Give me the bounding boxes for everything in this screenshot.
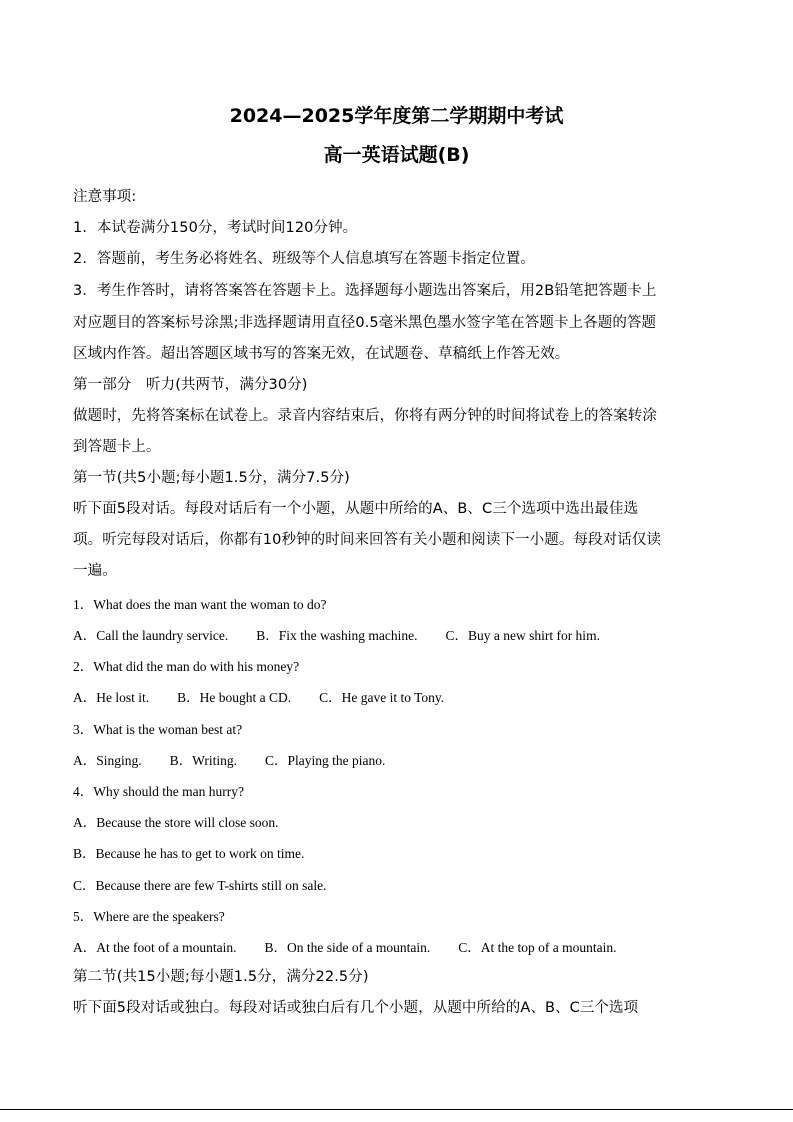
question-5-option-b: B．On the side of a mountain.: [264, 940, 431, 955]
question-1-option-c: C．Buy a new shirt for him.: [445, 628, 600, 643]
exam-subtitle: 高一英语试题(B): [323, 144, 470, 166]
notes-item-3-line-2: 对应题目的答案标号涂黑;非选择题请用直径0.5毫米黑色墨水签字笔在答题卡上各题的答题: [73, 315, 657, 331]
question-5-option-a: A．At the foot of a mountain.: [73, 940, 237, 955]
question-3-option-b: B．Writing.: [169, 753, 237, 768]
question-2-option-b: B．He bought a CD.: [177, 690, 292, 705]
section2-instruction-line-1: 听下面5段对话或独白。每段对话或独白后有几个小题，从题中所给的A、B、C三个选项: [73, 1000, 639, 1016]
notes-item-3-line-1: 3．考生作答时，请将答案答在答题卡上。选择题每小题选出答案后，用2B铅笔把答题卡上: [73, 283, 657, 299]
question-4-option-c: C．Because there are few T-shirts still on sale.: [73, 878, 327, 893]
exam-title: 2024—2025学年度第二学期期中考试: [229, 105, 564, 127]
question-3-option-a: A．Singing.: [73, 753, 142, 768]
part1-instruction-line-1: 做题时，先将答案标在试卷上。录音内容结束后，你将有两分钟的时间将试卷上的答案转涂: [73, 408, 657, 424]
question-5-option-c: C．At the top of a mountain.: [458, 940, 617, 955]
section1-instruction-line-3: 一遍。: [73, 563, 117, 579]
question-1-stem: 1．What does the man want the woman to do?: [73, 597, 327, 612]
notes-heading: 注意事项:: [73, 189, 137, 205]
question-1-option-b: B．Fix the washing machine.: [256, 628, 418, 643]
page-bottom-rule: [0, 1109, 793, 1110]
question-3-option-c: C．Playing the piano.: [264, 753, 386, 768]
question-2-stem: 2．What did the man do with his money?: [73, 659, 300, 674]
section1-instruction-line-1: 听下面5段对话。每段对话后有一个小题，从题中所给的A、B、C三个选项中选出最佳选: [73, 501, 639, 517]
part1-instruction-line-2: 到答题卡上。: [73, 439, 161, 455]
notes-item-3-line-3: 区域内作答。超出答题区域书写的答案无效，在试题卷、草稿纸上作答无效。: [73, 346, 570, 362]
question-2-options: [73, 686, 733, 706]
question-3-stem: 3．What is the woman best at?: [73, 722, 243, 737]
question-4-option-b: B．Because he has to get to work on time.: [73, 846, 305, 861]
question-2-option-a: A．He lost it.: [73, 690, 150, 705]
part1-heading: 第一部分 听力(共两节，满分30分): [73, 377, 308, 393]
question-1-options: [73, 624, 733, 644]
section2-heading: 第二节(共15小题;每小题1.5分，满分22.5分): [73, 969, 369, 985]
question-3-options: [73, 749, 733, 769]
question-2-option-c: C．He gave it to Tony.: [319, 690, 445, 705]
section1-instruction-line-2: 项。听完每段对话后，你都有10秒钟的时间来回答有关小题和阅读下一小题。每段对话仅读: [73, 532, 662, 548]
question-1-option-a: A．Call the laundry service.: [73, 628, 229, 643]
question-4-option-a: A．Because the store will close soon.: [73, 815, 279, 830]
notes-item-1: 1．本试卷满分150分，考试时间120分钟。: [73, 220, 358, 236]
notes-item-2: 2．答题前，考生务必将姓名、班级等个人信息填写在答题卡指定位置。: [73, 251, 535, 267]
question-5-stem: 5．Where are the speakers?: [73, 909, 225, 924]
question-4-stem: 4．Why should the man hurry?: [73, 784, 244, 799]
section1-heading: 第一节(共5小题;每小题1.5分，满分7.5分): [73, 470, 350, 486]
question-5-options: [73, 936, 733, 956]
